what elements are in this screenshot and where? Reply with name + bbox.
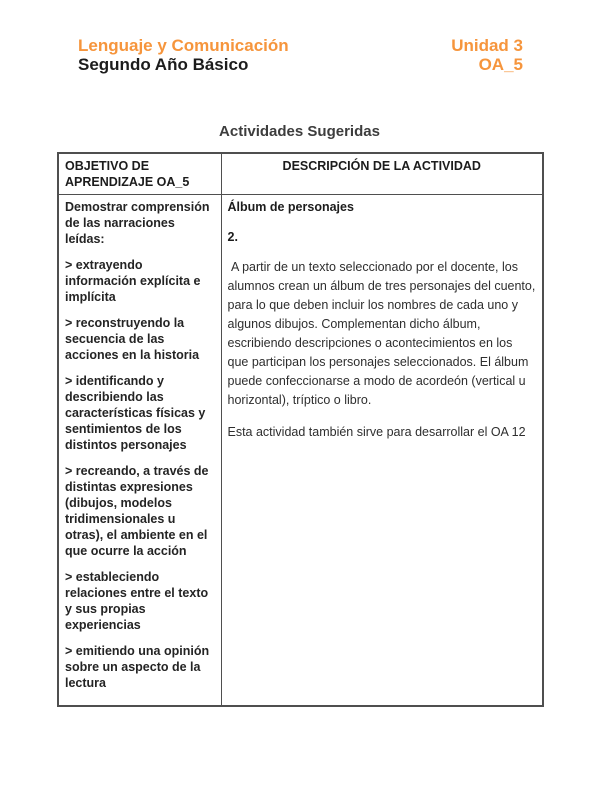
unit-label: Unidad 3 bbox=[451, 36, 523, 55]
activity-description: A partir de un texto seleccionado por el docente, los alumnos crean un álbum de tres personajes del cuento, para lo que deben incluir los nombres de cada uno y algunos dibujos. Complementan dicho álbum, escribiendo descripciones o acontecimientos en los que participan los personajes seleccionados. El álbum puede confeccionarse a modo de acordeón (vertical u horizontal), tríptico o libro. bbox=[227, 260, 539, 407]
objective-bullet: > estableciendo relaciones entre el texto y sus propias experiencias bbox=[65, 570, 209, 632]
table-body-row bbox=[58, 195, 543, 707]
header-left bbox=[78, 36, 289, 74]
objective-bullet: > emitiendo una opinión sobre un aspecto de la lectura bbox=[65, 644, 210, 690]
document-header bbox=[78, 36, 523, 74]
objective-bullet: > identificando y describiendo las características físicas y sentimientos de los distintos personajes bbox=[65, 374, 206, 452]
objective-cell bbox=[58, 195, 221, 707]
grade-level: Segundo Año Básico bbox=[78, 55, 249, 74]
activity-column-header: DESCRIPCIÓN DE LA ACTIVIDAD bbox=[221, 153, 543, 195]
oa-code: OA_5 bbox=[478, 55, 523, 74]
subject-title: Lenguaje y Comunicación bbox=[78, 36, 289, 55]
activities-table bbox=[57, 152, 544, 707]
objective-bullet: > extrayendo información explícita e implícita bbox=[65, 258, 201, 304]
table-header-row bbox=[58, 153, 543, 195]
page-title: Actividades Sugeridas bbox=[219, 123, 380, 140]
activity-title: Álbum de personajes bbox=[227, 200, 354, 214]
objective-column-header: OBJETIVO DE APRENDIZAJE OA_5 bbox=[58, 153, 221, 195]
activity-number: 2. bbox=[227, 230, 238, 244]
activity-note: Esta actividad también sirve para desarrollar el OA 12 bbox=[227, 425, 526, 439]
header-right bbox=[451, 36, 523, 74]
objective-bullet: > recreando, a través de distintas expresiones (dibujos, modelos tridimensionales u otras), el ambiente en el que ocurre la acción bbox=[65, 464, 209, 558]
activity-cell bbox=[221, 195, 543, 707]
objective-intro: Demostrar comprensión de las narraciones leídas: bbox=[65, 200, 210, 246]
objective-bullet: > reconstruyendo la secuencia de las acciones en la historia bbox=[65, 316, 200, 362]
